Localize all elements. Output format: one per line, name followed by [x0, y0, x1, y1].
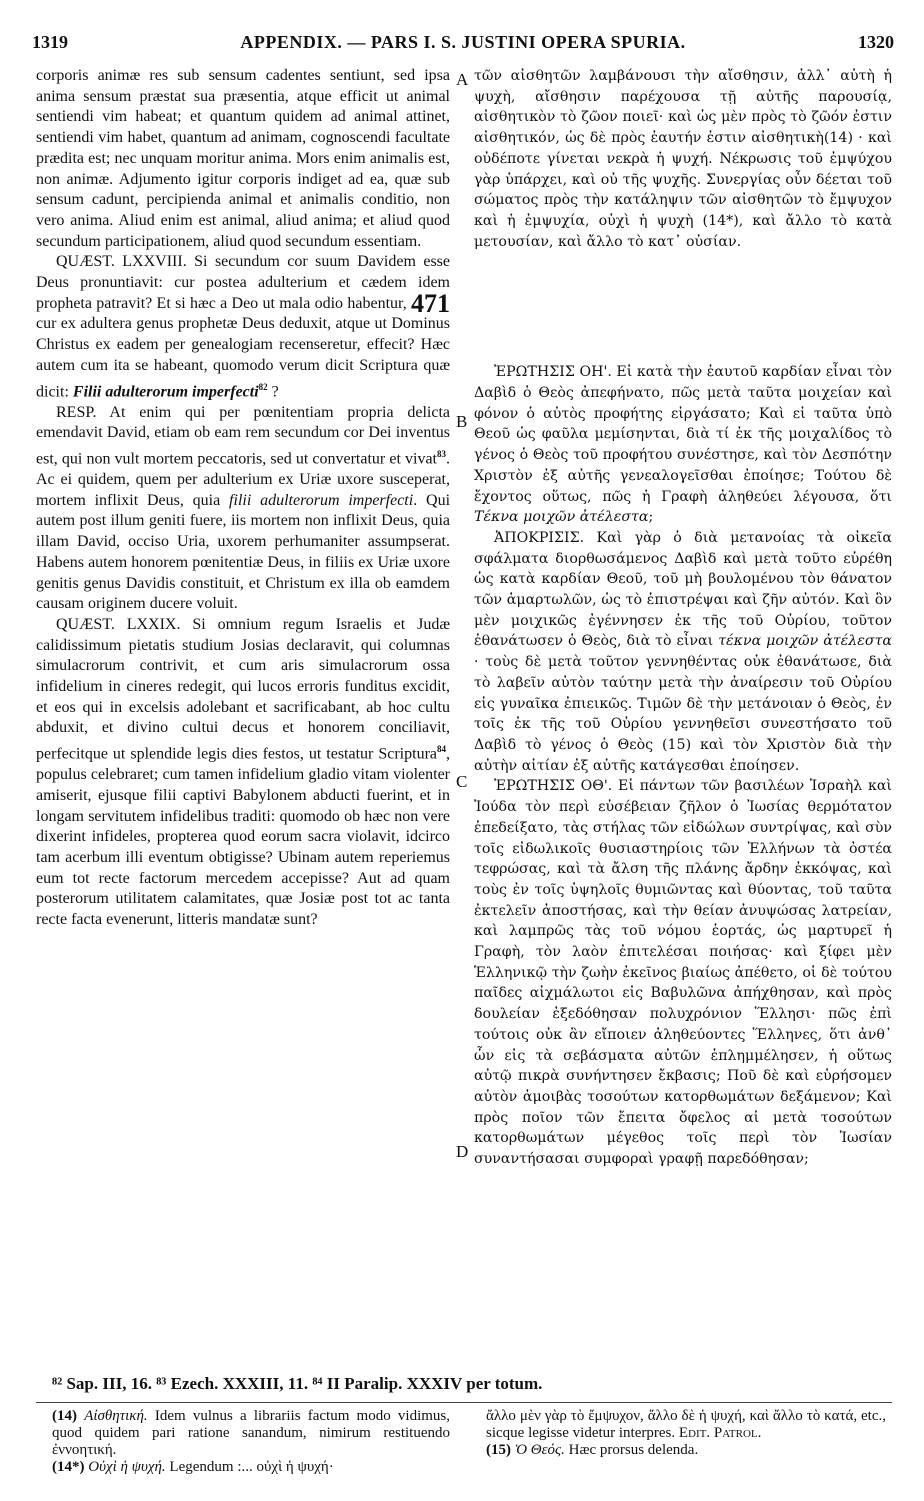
left-page-number: 1319 — [32, 32, 68, 52]
footnote-ref: 83 — [437, 448, 446, 459]
margin-letter-a: A — [456, 70, 469, 89]
footnote-ref: 84 — [437, 744, 446, 755]
note-14-star-cont: ἄλλο μὲν γὰρ τὸ ἔμψυχον, ἄλλο δὲ ἡ ψυχή, καὶ ἄλλο τὸ κατά, etc., sicque legisse videtur interpres. Edit. Patrol. — [486, 1408, 886, 1441]
right-page-number: 1320 — [858, 32, 894, 52]
running-title: APPENDIX. — PARS I. S. JUSTINI OPERA SPURIA. — [240, 32, 686, 52]
greek-paragraph-1: τῶν αἰσθητῶν λαμβάνουσι τὴν αἴσθησιν, ἀλλ᾽ αὐτὴ ἡ ψυχὴ, αἴσθησιν παρέχουσα τῇ αὐτῆς παρουσίᾳ, αἰσθητικὸν τὸ ζῶον ποιεῖ· καὶ ὡς μὲν πρὸς τὸ ζῶόν ἐστιν αἰσθητικόν, ὡς δὲ πρὸς ἑαυτήν ἐστιν αἰσθητικὴ(14) · καὶ οὐδέποτε γίνεται νεκρὰ ἡ ψυχή. Νέκρωσις τοῦ ἐμψύχου γὰρ ὑπάρχει, καὶ οὐ τῆς ψυχῆς. Συνεργίας οὖν δέεται τοῦ σώματος πρὸς τὴν κατάληψιν τῶν αἰσθητῶν τὸ ἔμψυχον καὶ ἡ ἐμψυχία, οὐχὶ ἡ ψυχὴ (14*), καὶ ἄλλο τὸ κατὰ μετουσίαν, καὶ ἄλλο τὸ κατ᾽ οὐσίαν. — [474, 68, 892, 250]
margin-letter-b: B — [456, 412, 468, 431]
column-number: 471 — [411, 288, 450, 318]
latin-question-79: QUÆST. LXXIX. Si omnium regum Israelis et Judæ calidissimum pietatis studium Josias declaravit, qui columnas simulacrorum contrivit, et cum aris simulacrorum ossa infidelium in cineres redegit, qui lucos erroris funditus excidit, et eos qui in excelsis adolebant et sacrificabant, ab hoc cultu abduxit, et divino cultui decus et honorem conciliavit, perfecitque ut splendide legis dies festos, ut testatur Scriptura$^{84}$, populus celebraret; cum tamen infidelium gladio vitam violenter amiserit, ejusque filii captivi Babylonem abducti fuerint, et in longam servitutem infidelibus traditi: quomodo ob hæc non vere dixerint infideles, propterea quod eorum sacra violavit, idcirco tam acerbum illi eventum obtigisse? Ubinam autem reperiemus eum tot recte factorum mercedem accepisse? Aut ad quam posterorum utilitatem calamitates, quæ Josiæ post tot ac tanta recte facta evenerunt, litteris mandatæ sunt? — [36, 615, 451, 929]
footnote-divider — [36, 1402, 892, 1403]
latin-paragraph-1: corporis animæ res sub sensum cadentes sentiunt, sed ipsa anima sensum præstat sua præsentia, atque efficit ut animal sentiendi vim habeat; et quantum quidem ad animal attinet, sentiendi vim habet, quantum ad animam, cognoscendi facultate prædita est; nec unquam moritur anima. Mors enim animalis est, non animæ. Adjumento igitur corporis indiget ad ea, quæ sub sensum cadunt, percipienda animal et animalis conditio, non vero anima. Aliud enim est animal, aliud anima; et aliud quod secundum participationem, aliud quod secundum essentiam. — [36, 67, 450, 250]
latin-column — [36, 66, 450, 931]
scripture-quote: τέκνα μοιχῶν ἀτέλεστα — [718, 633, 892, 650]
question-label: ἘΡΩΤΗΣΙΣ ΟΗ'. — [494, 364, 612, 381]
latin-response-78: RESP. At enim qui per pœnitentiam propria delicta emendavit David, etiam ob eam rem secundum cor Dei inventus est, qui non vult mortem peccatoris, sed ut convertatur et vivat$^{83}$. Ac ei quidem, quem per adulterium ex Uriæ uxore susceperat, mortem inflixit Deus, quia filii adulterorum imperfecti. Qui autem post illum geniti fuere, iis mortem non inflixit Deus, quia illam David, occiso Uria, uxorem perhumaniter assumpserat. Habens autem honorem pœnitentiæ Deus, in filiis ex Uriæ uxore genitis genus Davidis constituit, et Christum ex illa ob eamdem causam originem ducere voluit. — [36, 403, 451, 613]
margin-letter-d: D — [456, 1142, 469, 1161]
note-14-star: (14*) Οὐχὶ ἡ ψυχή. Legendum :... οὐχὶ ἡ ψυχή· — [52, 1459, 334, 1475]
scripture-quote: Filii adulterorum imperfecti — [72, 382, 259, 400]
scripture-references: ⁸² Sap. III, 16. ⁸³ Ezech. XXXIII, 11. ⁸⁴ II Paralip. XXXIV per totum. — [52, 1374, 543, 1393]
question-label: QUÆST. LXXIX. — [56, 615, 181, 633]
scripture-quote: filii adulterorum imperfecti — [229, 491, 414, 509]
question-label: ἘΡΩΤΗΣΙΣ ΟΘ'. — [494, 778, 613, 795]
note-15: (15) Ὁ Θεός. Hæc prorsus delenda. — [486, 1442, 699, 1458]
greek-question-78: ἘΡΩΤΗΣΙΣ ΟΗ'. Εἰ κατὰ τὴν ἑαυτοῦ καρδίαν εἶναι τὸν Δαβὶδ ὁ Θεὸς ἀπεφήνατο, πῶς μετὰ ταῦτα μοιχείαν καὶ φόνον ὁ αὐτὸς προφήτης εἰργάσατο; Καὶ εἰ ταῦτα ὑπὸ Θεοῦ ὡς φαῦλα μεμίσηνται, διὰ τί ἐκ τῆς μοιχαλίδος τὸ γένος ὁ Θεὸς τοῦ προφήτου συνέστησε, καὶ τὸν Δεσπότην Χριστὸν ἐξ αὐτῆς γενεαλογεῖσθαι ἐποίησε; Τούτου δὲ ἔχοντος οὕτως, πῶς ἡ Γραφὴ ἀληθεύει λέγουσα, ὅτι Τέκνα μοιχῶν ἀτέλεστα; — [474, 364, 893, 526]
running-header — [32, 32, 894, 62]
greek-question-79: ἘΡΩΤΗΣΙΣ ΟΘ'. Εἰ πάντων τῶν βασιλέων Ἰσραὴλ καὶ Ἰούδα τὸν περὶ εὐσέβειαν ζῆλον ὁ Ἰωσίας θερμότατον ἐπεδείξατο, τὰς στήλας τῶν εἰδώλων συντρίψας, καὶ σὺν τοῖς εἰδωλικοῖς θυσιαστηρίοις τῶν Ἑλλήνων τὰ ὀστέα τεφρώσας, καὶ τὰ ἄλση τῆς πλάνης ἄρδην ἐκκόψας, καὶ τοὺς ἐν τοῖς ὑψηλοῖς θυμιῶντας καὶ θύοντας, τοῦ ταῦτα ἐκτελεῖν ἀποστήσας, καὶ τὴν θείαν ἀνυψώσας λατρείαν, καὶ λαμπρῶς τὰς τοῦ νόμου ἑορτάς, ὡς μαρτυρεῖ ἡ Γραφὴ, τὸν λαὸν ἐπιτελέσαι ποιήσας· καὶ ξίφει μὲν Ἑλληνικῷ τὴν ζωὴν ἐκεῖνος βιαίως ἀπέθετο, οἱ δὲ τούτου παῖδες αἰχμάλωτοι εἰς Βαβυλῶνα ἀπήχθησαν, καὶ πρὸς δουλείαν ἐξεδόθησαν πολυχρόνιον Ἕλλησι· πῶς ἐπὶ τούτοις οὐκ ἂν εἴποιεν ἀληθεύοντες Ἕλληνες, ὅτι ἀνθ᾽ ὧν εἰς τὰ σεβάσματα αὐτῶν ἐπλημμέλησεν, ἡ οὕτως αὐτῷ πικρὰ συνήντησεν ἔκβασις; Ποῦ δὲ καὶ εὑρήσομεν αὐτὸν ἀμοιβὰς τοσούτων κατορθωμάτων δεξάμενον; Καὶ πρὸς ποῖον τῶν ἔπειτα ὄφελος αἱ μετὰ τοσούτων κατορθωμάτων μέγεθος τοῖς περὶ τὸν Ἰωσίαν συναντήσασαι συμφοραὶ γραφῇ παρεδόθησαν; — [474, 778, 892, 1168]
footnotes-right — [486, 1408, 886, 1459]
footnote-ref: 82 — [258, 381, 268, 392]
response-label: ἈΠΟΚΡΙΣΙΣ. — [494, 529, 585, 546]
greek-column — [474, 66, 892, 1170]
question-label: QUÆST. LXXVIII. — [56, 253, 187, 271]
margin-letter-c: C — [456, 772, 468, 791]
response-label: RESP. — [56, 403, 97, 421]
scripture-quote: Τέκνα μοιχῶν ἀτέλεστα — [474, 509, 649, 526]
note-14: (14) Αἰσθητική. Idem vulnus a librariis factum modo vidimus, quod quidem pari ratione sanandum, nimirum restituendo ἐννοητική. — [52, 1408, 450, 1458]
editor-signature: Edit. Patrol. — [678, 1425, 762, 1441]
footnotes-left — [52, 1408, 450, 1476]
latin-question-78: QUÆST. LXXVIII. Si secundum cor suum Davidem esse Deus pronuntiavit: cur postea adulterium et cædem idem propheta patravit? Et si hæc a Deo ut mala odio habentur, 471 cur ex adultera genus prophetæ Deus deduxit, atque ut Dominus Christus ex eadem per genealogiam recenseretur, effecit? Hæc autem cum ita se habeant, quomodo verum dicit Scriptura quæ dicit: Filii adulterorum imperfecti$^{82}$ ? — [36, 253, 451, 400]
greek-response-78: ἈΠΟΚΡΙΣΙΣ. Καὶ γὰρ ὁ διὰ μετανοίας τὰ οἰκεῖα σφάλματα διορθωσάμενος Δαβὶδ καὶ μετὰ τοῦτο εὑρέθη ὡς κατὰ καρδίαν Θεοῦ, τοῦ μὴ βουλομένου τὸν θάνατον τῶν ἁμαρτωλῶν, ὡς τὸ ἐπιστρέψαι καὶ ζῆν αὐτόν. Καὶ ὃν μὲν μοιχικῶς ἐγέννησεν ἐκ τῆς τοῦ Οὐρίου, τοῦτον ἐθανάτωσεν ὁ Θεὸς, διὰ τὸ εἶναι τέκνα μοιχῶν ἀτέλεστα · τοὺς δὲ μετὰ τοῦτον γεννηθέντας οὐκ ἐθανάτωσε, διὰ τὸ λαβεῖν αὐτὸν ταύτην μετὰ τὴν ἀναίρεσιν τοῦ Οὐρίου εἰς γυναῖκα ἐπιεικῶς. Τιμῶν δὲ τὴν μετάνοιαν ὁ Θεὸς, ἐν τοῖς ἐκ τῆς τοῦ Οὐρίου γεννηθεῖσι συνεστήσατο τοῦ Δαβὶδ τὸ γένος ὁ Θεὸς (15) καὶ τὸν Χριστὸν διὰ τὴν αὐτὴν αἰτίαν ἐξ αὐτῆς κατάγεσθαι ἐποίησεν. — [474, 529, 892, 774]
